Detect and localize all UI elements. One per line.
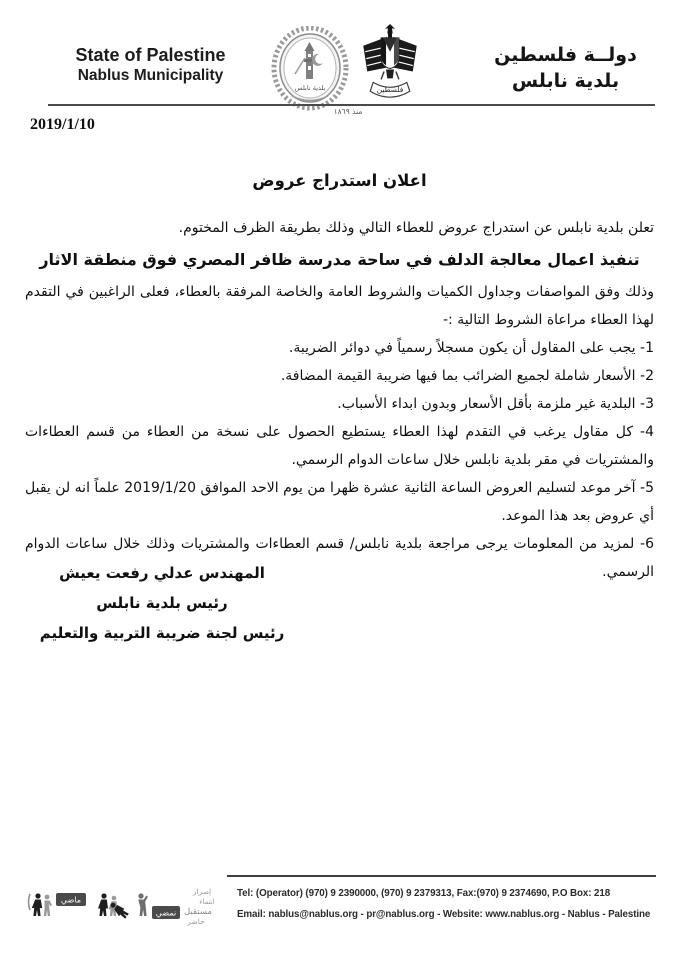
slogan-forward: نمضي [155, 908, 177, 918]
letterhead-divider [48, 104, 655, 106]
people-silhouettes-icon [32, 893, 148, 920]
signature-block [12, 558, 312, 648]
condition-item-3: 3- البلدية غير ملزمة بأقل الأسعار وبدون ابداء الأسباب. [337, 396, 654, 412]
condition-item-4: 4- كل مقاول يرغب في التقدم لهذا العطاء يستطيع الحصول على نسخة من العطاء من قسم العطاءات والمشتريات في مقر بلدية نابلس خلال ساعات الدوام الرسمي. [25, 424, 654, 468]
slogan-word-present: حاضر [187, 917, 205, 926]
signer-title-mayor: رئيس بلدية نابلس [96, 594, 228, 612]
nablus-seal-icon [270, 26, 350, 114]
eagle-tail [386, 70, 394, 79]
document-date: 2019/1/10 [30, 116, 95, 133]
palestine-eagle-emblem-icon [353, 22, 427, 117]
condition-item-5: 5- آخر موعد لتسليم العروض الساعة الثانية عشرة ظهرا من يوم الاحد الموافق 2019/1/20 علماً انه لن يقبل أي عروض بعد هذا الموعد. [25, 480, 655, 524]
eagle-banner-text: فلسطين [376, 85, 404, 95]
nablus-municipality-en: Nablus Municipality [77, 67, 224, 84]
conditions-intro: وذلك وفق المواصفات وجداول الكميات والشروط العامة والخاصة المرفقة بالعطاء، فعلى الراغبين في التقدم لهذا العطاء مراعاة الشروط التالية :- [25, 284, 654, 328]
since-caption: منذ ١٨٦٩ [333, 107, 363, 116]
footer-contact-line: Email: nablus@nablus.org - pr@nablus.org - Website: www.nablus.org - Nablus - Palestine [237, 909, 651, 920]
tender-title: تنفيذ اعمال معالجة الدلف في ساحة مدرسة ظافر المصري فوق منطقة الاثار [39, 250, 640, 269]
footer-contact-block [237, 883, 650, 925]
footer-divider [227, 875, 656, 877]
signer-name: المهندس عدلي رفعت يعيش [59, 564, 265, 582]
slogan-word-determination: إصرار [192, 887, 212, 896]
signer-title-committee: رئيس لجنة ضريبة التربية والتعليم [39, 624, 285, 642]
conditions-list [25, 334, 654, 586]
condition-item-1: 1- يجب على المقاول أن يكون مسجلاً رسمياً في دوائر الضريبة. [288, 340, 654, 356]
letterhead-arabic [478, 42, 653, 94]
announcement-title: اعلان استدراج عروض [252, 171, 427, 190]
condition-item-2: 2- الأسعار شاملة لجميع الضرائب بما فيها ضريبة القيمة المضافة. [280, 368, 654, 384]
document-body [25, 160, 654, 586]
slogan-word-future: مستقبل [183, 907, 213, 917]
footer-tel-line: Tel: (Operator) (970) 9 2390000, (970) 9 2379313, Fax:(970) 9 2374690, P.O Box: 218 [237, 888, 611, 899]
condition-item-6: 6- لمزيد من المعلومات يرجى مراجعة بلدية نابلس/ قسم العطاءات والمشتريات وذلك خلال ساعات الدوام الرسمي. [25, 536, 654, 580]
slogan-word-boxes [56, 887, 215, 926]
intro-paragraph: تعلن بلدية نابلس عن استدراج عروض للعطاء التالي وذلك بطريقة الظرف المختوم. [178, 220, 654, 236]
slogan-past: ماضي [60, 895, 82, 905]
state-of-palestine-ar: دولــة فلسطين [494, 44, 637, 66]
seal-text: بلدية نابلس [294, 84, 326, 92]
state-of-palestine-en: State of Palestine [75, 45, 226, 65]
municipality-slogan-logo [26, 882, 224, 930]
letterhead-english [38, 44, 263, 86]
slogan-word-belonging: انتماء [199, 898, 215, 906]
nablus-municipality-ar: بلدية نابلس [511, 70, 620, 92]
